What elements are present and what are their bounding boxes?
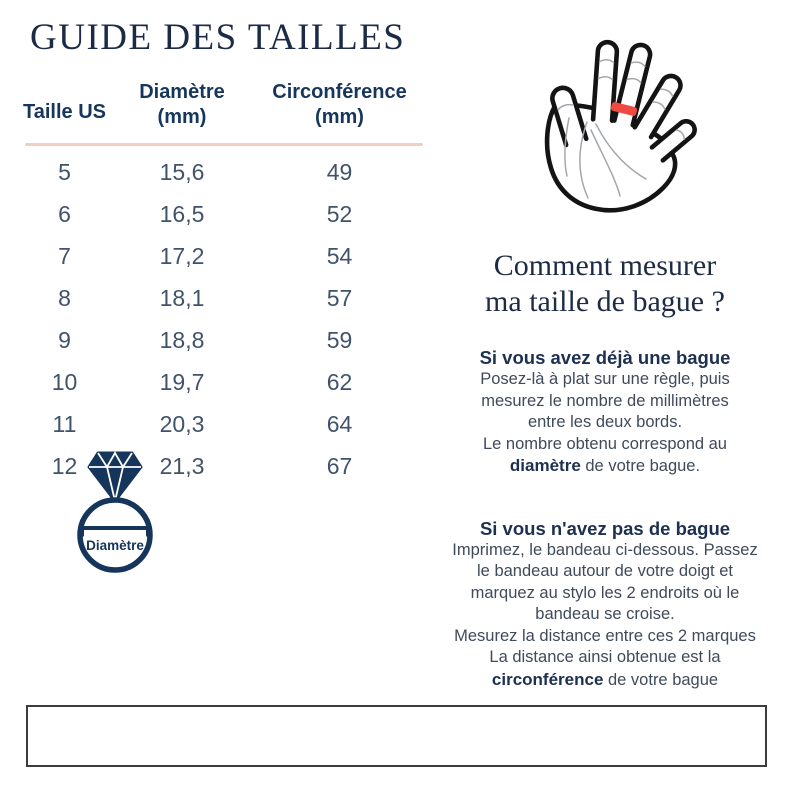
cell-taille-us: 5	[58, 158, 71, 185]
cell-taille-us: 8	[58, 284, 71, 311]
cell-diametre: 16,5	[159, 200, 205, 227]
with-ring-text-line	[420, 455, 790, 478]
column-header-label: Circonférence	[272, 81, 407, 103]
cell-diametre: 19,7	[159, 368, 205, 395]
cell-circonference: 49	[326, 158, 353, 185]
with-ring-text-line: mesurez le nombre de millimètres	[481, 391, 729, 410]
cell-circonference: 62	[326, 368, 353, 395]
column-header-circonference	[257, 76, 422, 130]
cell-circonference: 52	[326, 200, 353, 227]
without-ring-text-line: La distance ainsi obtenue est la	[489, 648, 721, 666]
size-table-body	[22, 151, 422, 487]
column-header-label: Diamètre	[139, 81, 225, 103]
ring-diameter-label: Diamètre	[86, 538, 144, 553]
diamond-icon	[89, 453, 141, 501]
cell-taille-us: 10	[51, 368, 78, 395]
measuring-instructions	[420, 248, 790, 691]
column-header-diametre	[107, 76, 257, 130]
with-ring-text-line: entre les deux bords.	[527, 413, 683, 431]
with-ring-text-rest: de votre bague.	[580, 457, 701, 475]
cell-circonference: 67	[326, 452, 353, 479]
bandeau-strip	[26, 705, 767, 767]
without-ring-text-line	[420, 669, 790, 692]
hand-icon	[525, 8, 725, 220]
table-row	[22, 235, 422, 277]
circonference-keyword: circonférence	[491, 669, 604, 689]
without-ring-text-line: le bandeau autour de votre doigt et	[477, 562, 733, 580]
without-ring-text-line: marquez au stylo les 2 endroits où le	[470, 583, 740, 602]
table-row	[22, 277, 422, 319]
cell-circonference: 59	[326, 326, 353, 353]
column-header-unit: (mm)	[157, 106, 207, 128]
cell-diametre: 20,3	[159, 410, 205, 437]
table-header-divider	[25, 143, 423, 146]
column-header-label: Taille US	[23, 100, 106, 123]
cell-diametre: 15,6	[159, 158, 205, 185]
without-ring-text-line: Imprimez, le bandeau ci-dessous. Passez	[452, 540, 758, 559]
cell-taille-us: 12	[51, 452, 78, 479]
table-row	[22, 403, 422, 445]
without-ring-text-line: Mesurez la distance entre ces 2 marques	[454, 626, 756, 645]
column-header-unit: (mm)	[315, 106, 364, 128]
cell-diametre: 21,3	[159, 452, 205, 479]
instructions-heading	[420, 248, 790, 320]
with-ring-title: Si vous avez déjà une bague	[479, 347, 731, 368]
with-ring-text-line: Le nombre obtenu correspond au	[482, 434, 727, 453]
ring-band-circle	[80, 500, 150, 570]
size-table-header	[22, 76, 422, 130]
heading-line: ma taille de bague ?	[485, 285, 725, 318]
ring-diameter-icon	[68, 443, 168, 578]
cell-taille-us: 9	[58, 326, 71, 353]
cell-circonference: 64	[326, 410, 353, 437]
page-title: GUIDE DES TAILLES	[30, 17, 406, 58]
cell-circonference: 57	[326, 284, 353, 311]
cell-taille-us: 11	[52, 410, 77, 437]
heading-line: Comment mesurer	[493, 249, 717, 282]
cell-taille-us: 7	[58, 242, 71, 269]
cell-diametre: 17,2	[159, 242, 205, 269]
diametre-keyword: diamètre	[509, 456, 581, 475]
without-ring-text-line: bandeau se croise.	[535, 605, 675, 623]
cell-taille-us: 6	[58, 200, 71, 227]
cell-diametre: 18,1	[159, 284, 205, 311]
cell-diametre: 18,8	[159, 326, 205, 353]
without-ring-text-rest: de votre bague	[603, 670, 719, 689]
table-row	[22, 361, 422, 403]
without-ring-title: Si vous n'avez pas de bague	[479, 517, 731, 539]
cell-circonference: 54	[326, 242, 353, 269]
table-row	[22, 151, 422, 193]
table-row	[22, 193, 422, 235]
with-ring-text-line: Posez-là à plat sur une règle, puis	[480, 370, 730, 388]
column-header-taille-us	[22, 76, 107, 130]
table-row	[22, 319, 422, 361]
